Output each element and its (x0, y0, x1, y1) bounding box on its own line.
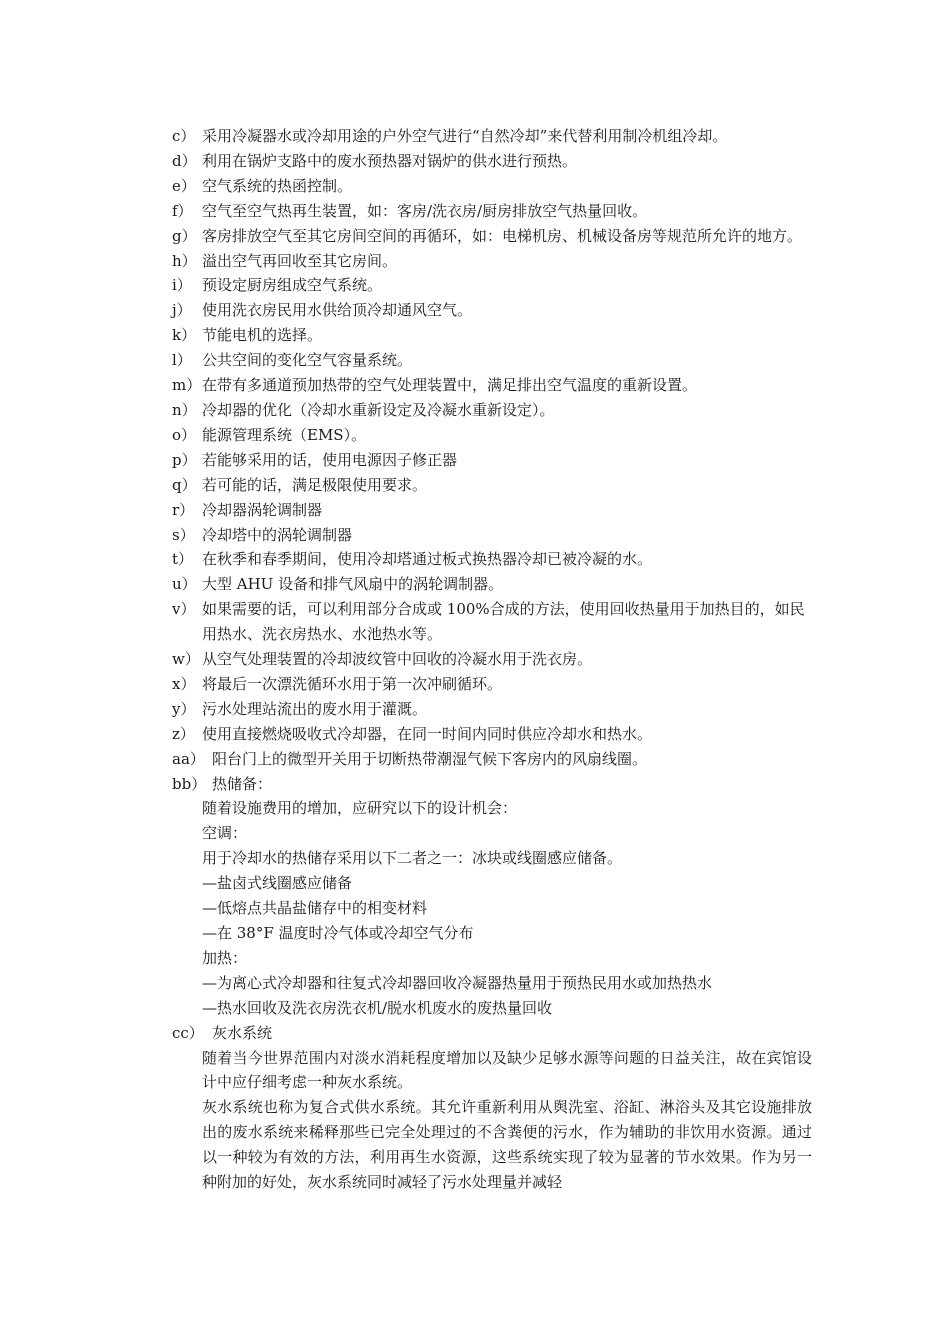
list-marker: d） (172, 151, 197, 170)
greywater-paragraph: 灰水系统也称为复合式供水系统。其允许重新利用从舆洗室、浴缸、淋浴头及其它设施排放出的废水系统来稀释那些已完全处理过的不含粪便的污水，作为辅助的非饮用水资源。通过以一种较为有效的方法，利用再生水资源，这些系统实现了较为显著的节水效果。作为另一种附加的好处，灰水系统同时减轻了污水处理量并减轻 (202, 1098, 812, 1192)
thermal-storage-line: —盐卤式线圈感应储备 (202, 874, 353, 893)
list-item (172, 747, 812, 772)
list-marker: z） (172, 724, 195, 743)
list-item (172, 199, 812, 224)
list-item (172, 249, 812, 274)
list-item (172, 523, 812, 548)
section-title-greywater: 灰水系统 (212, 1023, 273, 1042)
section-title-thermal-storage: 热储备： (212, 774, 273, 793)
list-item-text: 在秋季和春季期间，使用冷却塔通过板式换热器冷却已被冷凝的水。 (202, 550, 653, 569)
greywater-paragraph: 随着当今世界范围内对淡水消耗程度增加以及缺少足够水源等问题的日益关注，故在宾馆设计中应仔细考虑一种灰水系统。 (202, 1048, 812, 1092)
list-marker: j） (172, 301, 192, 320)
thermal-storage-line: 加热： (202, 948, 248, 967)
thermal-storage-block (172, 796, 812, 1020)
list-item-text: 溢出空气再回收至其它房间。 (202, 251, 398, 270)
list-marker: s） (172, 525, 195, 544)
list-item (172, 498, 812, 523)
list-item (172, 448, 812, 473)
list-item-text: 节能电机的选择。 (202, 326, 323, 345)
list-marker: i） (172, 276, 192, 295)
list-item-text: 将最后一次漂洗循环水用于第一次冲刷循环。 (202, 674, 503, 693)
list-marker: v） (172, 600, 196, 619)
list-marker: r） (172, 500, 195, 519)
list-item (172, 174, 812, 199)
list-item-text: 从空气处理装置的冷却波纹管中回收的冷凝水用于洗衣房。 (202, 650, 593, 669)
list-item-text: 公共空间的变化空气容量系统。 (202, 351, 413, 370)
list-item (172, 273, 812, 298)
list-item-text: 大型 AHU 设备和排气风扇中的涡轮调制器。 (202, 575, 504, 594)
list-item-text: 若能够采用的话，使用电源因子修正器 (202, 450, 458, 469)
list-marker: cc） (172, 1023, 204, 1042)
list-item-text: 空气系统的热函控制。 (202, 176, 353, 195)
list-item-text: 若可能的话，满足极限使用要求。 (202, 475, 428, 494)
thermal-storage-line: 随着设施费用的增加，应研究以下的设计机会： (202, 799, 518, 818)
list-marker: p） (172, 450, 197, 469)
list-marker: u） (172, 575, 197, 594)
list-item-text: 采用冷凝器水或冷却用途的户外空气进行“自然冷却”来代替利用制冷机组冷却。 (202, 127, 728, 145)
list-item-text: 阳台门上的微型开关用于切断热带潮湿气候下客房内的风扇线圈。 (212, 749, 648, 768)
list-marker: k） (172, 326, 197, 345)
list-marker: m） (172, 376, 202, 395)
list-item (172, 597, 812, 647)
list-item-text: 预设定厨房组成空气系统。 (202, 276, 383, 295)
list-marker: t） (172, 550, 194, 569)
list-item (172, 722, 812, 747)
list-marker: l） (172, 351, 192, 370)
list-item-text: 利用在锅炉支路中的废水预热器对锅炉的供水进行预热。 (202, 151, 578, 170)
list-item-text: 冷却器的优化（冷却水重新设定及冷凝水重新设定）。 (202, 400, 555, 419)
list-item (172, 473, 812, 498)
list-marker: h） (172, 251, 197, 270)
list-marker: bb） (172, 774, 207, 793)
thermal-storage-line: —为离心式冷却器和往复式冷却器回收冷凝器热量用于预热民用水或加热热水 (202, 973, 713, 992)
list-marker: f） (172, 201, 193, 220)
list-item (172, 423, 812, 448)
list-item (172, 398, 812, 423)
list-item (172, 697, 812, 722)
list-item-text: 使用直接燃烧吸收式冷却器，在同一时间内同时供应冷却水和热水。 (202, 724, 653, 743)
list-item (172, 298, 812, 323)
list-marker: e） (172, 176, 196, 195)
list-item-text: 冷却器涡轮调制器 (202, 500, 323, 519)
list-item (172, 672, 812, 697)
list-marker: g） (172, 226, 197, 245)
list-item-text: 能源管理系统（EMS）。 (202, 425, 367, 444)
list-item (172, 572, 812, 597)
list-marker: aa） (172, 749, 205, 768)
list-marker: x） (172, 674, 196, 693)
list-item-text: 使用洗衣房民用水供给顶冷却通风空气。 (202, 301, 473, 320)
thermal-storage-line: —在 38°F 温度时冷气体或冷却空气分布 (202, 924, 474, 942)
list-item-text: 如果需要的话，可以利用部分合成或 100%合成的方法，使用回收热量用于加热目的，如民用热水、洗衣房热水、水池热水等。 (202, 600, 805, 644)
measure-list (172, 124, 812, 772)
list-marker: q） (172, 475, 197, 494)
list-item-cc (172, 1021, 812, 1046)
list-marker: y） (172, 699, 196, 718)
list-item (172, 547, 812, 572)
list-item (172, 647, 812, 672)
list-marker: n） (172, 400, 197, 419)
document-body (172, 124, 812, 1195)
list-item-text: 客房排放空气至其它房间空间的再循环，如：电梯机房、机械设备房等规范所允许的地方。 (202, 226, 803, 245)
thermal-storage-line: —低熔点共晶盐储存中的相变材料 (202, 899, 428, 918)
thermal-storage-line: 用于冷却水的热储存采用以下二者之一：冰块或线圈感应储备。 (202, 849, 623, 868)
list-item-text: 在带有多通道预加热带的空气处理装置中，满足排出空气温度的重新设置。 (202, 376, 698, 395)
list-item (172, 149, 812, 174)
list-marker: c） (172, 127, 196, 145)
list-item (172, 224, 812, 249)
list-item-bb (172, 772, 812, 797)
list-item (172, 373, 812, 398)
list-item-text: 空气至空气热再生装置，如：客房/洗衣房/厨房排放空气热量回收。 (202, 201, 648, 220)
list-item (172, 323, 812, 348)
list-item (172, 348, 812, 373)
list-item-text: 冷却塔中的涡轮调制器 (202, 525, 353, 544)
list-item (172, 124, 812, 149)
list-marker: w） (172, 650, 200, 669)
list-item-text: 污水处理站流出的废水用于灌溉。 (202, 699, 428, 718)
thermal-storage-line: 空调： (202, 824, 248, 843)
thermal-storage-line: —热水回收及洗衣房洗衣机/脱水机废水的废热量回收 (202, 998, 553, 1017)
list-marker: o） (172, 425, 197, 444)
greywater-block (172, 1046, 812, 1195)
